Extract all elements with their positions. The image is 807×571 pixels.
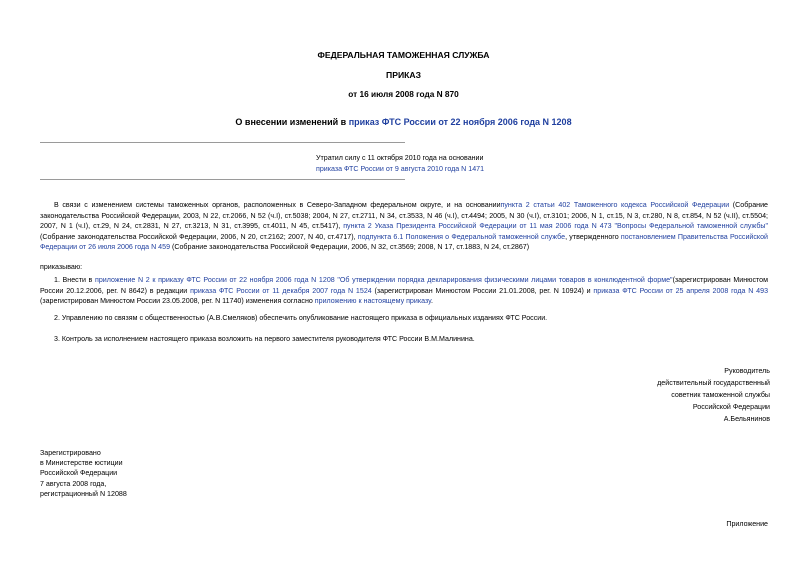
appendix-link[interactable]: приложению к настоящему приказу: [314, 297, 431, 306]
title-prefix: О внесении изменений в: [235, 117, 349, 127]
regulation-link[interactable]: подпункта 6.1 Положения о Федеральной таможенной службе: [357, 232, 566, 241]
item-1-paragraph: [40, 275, 768, 307]
order-1524-link[interactable]: приказа ФТС России от 11 декабря 2007 года N 1524: [190, 286, 372, 295]
agency-heading: ФЕДЕРАЛЬНАЯ ТАМОЖЕННАЯ СЛУЖБА: [317, 50, 490, 60]
government-resolution-link[interactable]: постановлением Правительства Российской Федерации от 26 июля 2006 года N 459: [40, 232, 769, 252]
doc-type-heading: ПРИКАЗ: [386, 70, 421, 80]
item1-text-3: (зарегистрирован Минюстом России 21.01.2008, рег. N 10924) и: [371, 286, 594, 295]
item1-text-5: .: [430, 297, 433, 306]
date-number-heading: от 16 июля 2008 года N 870: [348, 89, 459, 99]
lapse-text: Утратил силу с 11 октября 2010 года на основании: [316, 154, 484, 162]
item-3-paragraph: 3. Контроль за исполнением настоящего приказа возложить на первого заместителя руководителя ФТС России В.М.Малинина.: [54, 335, 475, 343]
customs-code-link[interactable]: пункта 2 статьи 402 Таможенного кодекса Российской Федерации: [500, 201, 730, 209]
presidential-decree-link[interactable]: пункта 2 Указа Президента Российской Федерации от 11 мая 2006 года N 473 "Вопросы Федеральной таможенной службы": [343, 222, 768, 231]
item1-text-2: (зарегистрирован Минюстом России 20.12.2006, рег. N 8642) в редакции: [40, 276, 769, 295]
preamble-paragraph: [40, 200, 768, 253]
lapse-link[interactable]: приказа ФТС России от 9 августа 2010 года N 1471: [316, 164, 485, 173]
divider-bottom: [40, 179, 405, 180]
item1-text-1: 1. Внести в: [54, 276, 95, 284]
preamble-text-1: В связи с изменением системы таможенных органов, расположенных в Северо-Западном федеральном округе, и на основании: [54, 201, 501, 209]
signature-line-2: действительный государственный: [657, 379, 770, 388]
preamble-text-3: (Собрание законодательства Российской Федерации, 2006, N 20, ст.2162; 2007, N 40, ст.4717),: [40, 232, 358, 241]
preamble-text-5: (Собрание законодательства Российской Федерации, 2006, N 32, ст.3569; 2008, N 17, ст.1883, N 24, ст.2867): [170, 243, 530, 252]
appendix-label: Приложение: [726, 520, 768, 528]
registration-line-5: регистрационный N 12088: [40, 489, 127, 498]
title-link[interactable]: приказ ФТС России от 22 ноября 2006 года N 1208: [348, 117, 572, 127]
lapse-note: [316, 153, 616, 174]
signature-line-1: Руководитель: [724, 367, 770, 375]
registration-line-1: Зарегистрировано: [40, 449, 101, 457]
registration-block: [40, 448, 240, 499]
item-2-paragraph: 2. Управлению по связям с общественностью (А.В.Смеляков) обеспечить опубликование настоящего приказа в официальных изданиях ФТС России.: [54, 314, 548, 322]
signature-line-3: советник таможенной службы: [671, 391, 770, 400]
order-493-link[interactable]: приказа ФТС России от 25 апреля 2008 года N 493: [593, 286, 769, 295]
document-title: [0, 117, 807, 128]
divider-top: [40, 142, 405, 143]
signature-block: [560, 365, 770, 425]
preamble-text-4: , утвержденного: [565, 232, 621, 241]
item1-text-4: (зарегистрирован Минюстом России 23.05.2008, рег. N 11740) изменения согласно: [40, 297, 315, 306]
preamble-text-2: (Собрание законодательства Российской Федерации, 2003, N 22, ст.2066, N 52 (ч.I), ст.5038; 2004, N 27, ст.2711, N 34, ст.3533, N 46 (ч.I), ст.4494; 2005, N 30 (ч.I), ст.3101; 2006, N 1, ст.15, N 3, ст.280, N 8, ст.854, N 52 (ч.II), ст.5504; 2007, N 1 (ч.I), ст.29, N 24, ст.2831, N 27, ст.3213, N 31, ст.3995, ст.4011, N 45, ст.5417),: [40, 201, 769, 231]
signature-line-5: А.Бельянинов: [723, 415, 770, 424]
appendix-2-link[interactable]: приложение N 2 к приказу ФТС России от 22 ноября 2006 года N 1208 "Об утверждении порядка декларирования физическими лицами товаров в конклюдентной форме": [94, 276, 673, 284]
registration-line-4: 7 августа 2008 года,: [40, 479, 107, 488]
registration-line-2: в Министерстве юстиции: [40, 459, 123, 468]
signature-line-4: Российской Федерации: [692, 403, 770, 412]
registration-line-3: Российской Федерации: [40, 469, 118, 478]
order-word: приказываю:: [40, 263, 83, 271]
